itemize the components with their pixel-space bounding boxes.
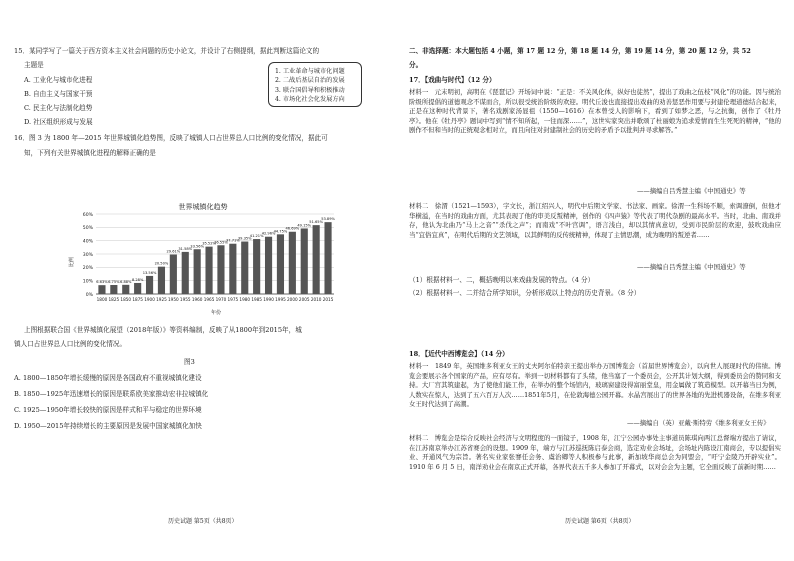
q16-stem-line2: 知，下列有关世界城镇化进程的解释正确的是 <box>24 149 156 157</box>
value-label: 44.75% <box>273 229 288 234</box>
q18-material-1: 材料一 1849 年，英国维多利亚女王的丈夫阿尔伯特亲王提出举办万国博览会（首届世界博览会），以向世人展现时代的伟绩。博览会要展示各个国家的产品，应有尽有。举到一切材料都有了头绪，他当塞了一个委员会，公开其计划大纲，得到委员会的赞同和支持。大厂宫其筑建起，为了使他们能工作，在举办的整个场馆内，玻璃窗建设得富丽堂皇，用金属做了筑造模型。以开幕当日为例，人数实在惊人，达到了五六百万人次……1851年5月，在伦敦海德公园开幕。水晶宫展出了的世界各地的先进机器设备，在维多利亚女王时代达到了高潮。 <box>409 362 781 409</box>
q17-material-2: 材料二 徐渭（1521—1593），字文长，浙江绍兴人，明代中后期文学家、书法家、画家。徐渭一生科场不顺，索调潦倒，但他才华横溢，在当时的戏曲方面，尤其表现了他的审美反叛精神，创作的《四声猿》等代表了明代杂剧的最高水平。当时，北曲、南戏并存，他认为北曲乃“马上之音”“杀伐之声”；而南戏“不叶宫调”，语言浅白，却以其情真意切，受到市民阶层的欢迎，鼓吹戏曲应当“宜俗宜真”，在明代后期的文艺领域，以其鲜明的反传统精神，体现了主情思潮，成为晚明的叛逆者…… <box>409 202 781 239</box>
bar-1925 <box>158 267 165 294</box>
right-page <box>397 0 794 561</box>
y-tick-label: 50% <box>82 226 93 232</box>
q16-note-line1: 上图根据联合国《世界城镇化展望（2018年版）》等资料编制，反映了从1800年到2015年，城 <box>24 326 302 334</box>
value-label: 41.21% <box>249 234 264 239</box>
q18-title: 18．【近代中西博览会】（14 分） <box>409 350 509 358</box>
value-label: 53.89% <box>321 217 335 222</box>
q17-title: 17．【戏曲与时代】（12 分） <box>409 76 496 84</box>
value-label: 42.96% <box>261 231 276 236</box>
urbanization-chart <box>66 200 340 316</box>
bar-2010 <box>313 225 320 294</box>
bar-2000 <box>289 232 296 294</box>
bar-1970 <box>217 245 224 294</box>
x-tick-label: 1825 <box>108 297 120 302</box>
value-label: 6.63% <box>96 280 108 285</box>
value-label: 33.56% <box>190 244 205 249</box>
bar-1965 <box>205 247 212 294</box>
value-label: 51.65% <box>309 220 324 225</box>
y-tick-label: 60% <box>82 212 93 218</box>
q15-outline-box <box>268 62 362 107</box>
chart-ylabel: 比例 <box>69 256 75 268</box>
q16-option-d[interactable]: D. 1950—2015年持续增长的主要原因是发展中国家城镇化加快 <box>14 422 202 430</box>
q17-sub-question-1: （1）根据材料一、二，概括晚明以来戏曲发展的特点。（4 分） <box>409 276 595 284</box>
value-label: 13.56% <box>142 270 157 275</box>
x-tick-label: 2015 <box>322 297 334 302</box>
q16-stem-line1: 16．图 3 为 1800 年—2015 年世界城镇化趋势图，反映了城镇人口占世界总人口比例的变化情况，据此可 <box>14 134 328 142</box>
value-label: 46.69% <box>285 226 300 231</box>
bar-1950 <box>170 255 177 294</box>
value-label: 8.28% <box>131 277 144 282</box>
q15-option-a[interactable]: A. 工业化与城市化进程 <box>24 76 93 84</box>
bar-2005 <box>301 228 308 294</box>
x-tick-label: 1970 <box>215 297 227 302</box>
y-tick-label: 40% <box>82 239 93 245</box>
chart-xlabel: 年份 <box>210 310 222 316</box>
right-page-footer: 历史试题 第6页（共8页） <box>565 518 635 525</box>
outline-item: 2. 二战后基层自治的发展 <box>275 77 345 85</box>
y-tick-label: 30% <box>82 252 93 258</box>
x-tick-label: 2005 <box>298 297 310 302</box>
y-tick-label: 20% <box>82 266 93 272</box>
q18-material-2: 材料二 博览会是综合反映社会经济与文明程度的一面镜子，1908 年，江宁公园办事处主事道员陈琪向两江总督端方提出了请议，在江苏南京举办江苏省赛会的设想。1909 年，端方与江苏巡抚陈启泰会商，选定劝业会场址，会场址内陈设江南商会，专以提倡实业、开通风气为宗旨。著名实业家张謇任会务、虞治卿等人积极参与此事，新加坡华商总会为同盟会，“吁宁金陵乃开辟实业”。1910 年 6 月 5 日，南洋劝业会在南京正式开幕，各界代表五千多人参加了开幕式，以对会会为主题，它全面反映了前新时期…… <box>409 434 781 471</box>
x-tick-label: 2000 <box>287 297 298 302</box>
bar-1995 <box>277 234 284 294</box>
x-tick-label: 1900 <box>144 297 155 302</box>
bar-1960 <box>194 249 201 294</box>
left-page-footer: 历史试题 第5页（共8页） <box>168 518 238 525</box>
q15-stem-line1: 15．某同学写了一篇关于西方资本主义社会问题的历史小论文，并设计了右侧提纲，据此判断这篇论文的 <box>14 47 320 55</box>
q17-sub-question-2: （2）根据材料一、二并结合所学知识，分析形成以上特点的历史背景。（8 分） <box>409 289 641 297</box>
outline-item: 3. 联合国倡导和积极推动 <box>275 86 345 94</box>
x-tick-label: 1955 <box>179 297 191 302</box>
section-header: 二、非选择题：本大题包括 4 小题，第 17 题 12 分，第 18 题 14 分，第 19 题 14 分，第 20 题 12 分，共 52 <box>409 47 751 55</box>
outline-item: 1. 工业革命与城市化问题 <box>275 68 345 75</box>
value-label: 29.61% <box>166 249 181 254</box>
bar-1800 <box>98 285 105 294</box>
bar-1850 <box>122 285 129 294</box>
value-label: 20.50% <box>154 261 169 266</box>
q15-stem-line2: 主题是 <box>24 61 44 69</box>
value-label: 31.58% <box>178 246 193 251</box>
q15-option-b[interactable]: B. 自由主义与国家干预 <box>24 90 93 98</box>
value-label: 6.88% <box>120 279 132 284</box>
q17-material-1: 材料一 元末明初，高明在《琵琶记》开场词中说：“正是：不关风化体，纵好也徒然”，提出了戏曲之伍枝“风化”的功能。因与统治阶级所提倡的道德观念不谋而合，所以很受统治阶级的欢迎。明代丘浚也直接提出戏曲的劝善惩恶作用要与封建伦理道德结合起来，正是在这种时代背景下，著名戏剧家汤显祖（1550—1616）在本曾受人的影响下，看到了如梦之恶，与之抗衡，创作了《牡丹亭》。他在《牡丹亭》题词中写到“情不知所起，一往而深……”，这世实家突出并歌颂了杜丽娘为追求爱情而生生死死的精神，“他的剧作不但和当时的正统观念相对立，而且向往对封建制社会的历史的矛盾予以批判并寻求解答。” <box>409 88 781 135</box>
bar-1975 <box>229 244 236 294</box>
x-tick-label: 1960 <box>191 297 203 302</box>
y-tick-label: 0% <box>85 292 93 298</box>
bar-1955 <box>182 252 189 294</box>
x-tick-label: 1985 <box>251 297 262 302</box>
chart-bars <box>96 217 335 302</box>
bar-1980 <box>241 242 248 294</box>
x-tick-label: 2010 <box>310 297 322 302</box>
section-header-line2: 分。 <box>409 61 423 69</box>
q16-note-line2: 镇人口占世界总人口比例的变化情况。 <box>14 340 127 348</box>
value-label: 37.71% <box>225 238 240 243</box>
x-tick-label: 1975 <box>227 297 239 302</box>
bar-2015 <box>324 222 331 294</box>
q16-option-a[interactable]: A. 1800—1850年增长缓慢的原因是各国政府不重视城镇化建设 <box>14 374 202 382</box>
chart-title: 世界城镇化趋势 <box>178 203 228 211</box>
x-tick-label: 1925 <box>156 297 167 302</box>
bar-1990 <box>265 237 272 294</box>
q17-material-1-source: ——摘编自吕秀慧主编《中国通史》等 <box>637 187 746 195</box>
value-label: 6.75% <box>108 280 120 284</box>
x-tick-label: 1980 <box>239 297 251 302</box>
y-tick-label: 10% <box>82 279 93 285</box>
value-label: 35.52% <box>202 241 216 246</box>
x-tick-label: 1850 <box>120 297 132 302</box>
bar-1985 <box>253 239 260 294</box>
q16-option-c[interactable]: C. 1925—1950年增长较快的原因是样式和平与稳定的世界环境 <box>14 406 202 414</box>
bar-1825 <box>110 285 117 294</box>
x-tick-label: 1950 <box>168 297 179 302</box>
q16-option-b[interactable]: B. 1850—1925年迅速增长的原因是联系欧美家推动宏非拉城镇化 <box>14 390 209 398</box>
x-tick-label: 1995 <box>275 297 286 302</box>
x-tick-label: 1965 <box>203 297 215 302</box>
q18-material-1-source: ——摘编自（英）亚戴·斯特劳《维多利亚女王传》 <box>627 419 770 427</box>
x-tick-label: 1875 <box>132 297 143 302</box>
q15-option-c[interactable]: C. 民主化与法制化趋势 <box>24 104 93 112</box>
value-label: 39.35% <box>237 236 252 241</box>
value-label: 49.15% <box>297 223 312 228</box>
q17-material-2-source: ——摘编自吕秀慧主编《中国通史》等 <box>637 263 746 271</box>
q15-option-d[interactable]: D. 社区组织形成与发展 <box>24 118 93 126</box>
bar-1875 <box>134 283 141 294</box>
x-tick-label: 1990 <box>263 297 274 302</box>
value-label: 36.55% <box>214 240 228 245</box>
bar-1900 <box>146 276 153 294</box>
outline-item: 4. 市场化社会化发展方向 <box>275 96 345 104</box>
x-tick-label: 1800 <box>96 297 108 302</box>
figure-label: 图3 <box>184 358 195 366</box>
